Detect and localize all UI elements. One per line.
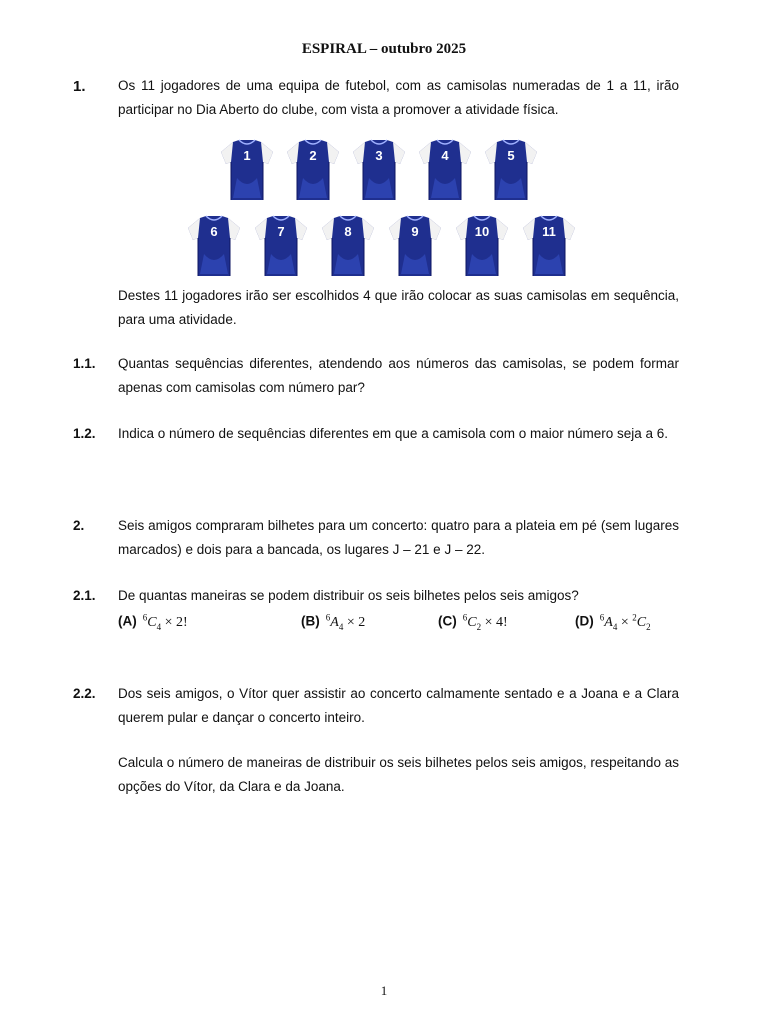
jersey-number: 6	[210, 224, 218, 239]
jersey-10	[452, 214, 512, 278]
jersey-number: 4	[441, 148, 449, 163]
question-2-1-number: 2.1.	[73, 588, 96, 603]
option-a-expression: $^6C_4 \times 2$!	[142, 612, 188, 632]
option-c-label: (C)	[438, 613, 457, 629]
jersey-1	[217, 138, 277, 202]
option-a-label: (A)	[118, 613, 137, 629]
jersey-number: 2	[309, 148, 317, 163]
question-1-1-text: Quantas sequências diferentes, atendendo aos números das camisolas, se podem formar apenas com camisolas com número par?	[118, 356, 679, 395]
jersey-number: 5	[507, 148, 515, 163]
option-c-expression: $^6C_2 \times 4$!	[462, 612, 508, 632]
question-2-text: Seis amigos compraram bilhetes para um concerto: quatro para a plateia em pé (sem lugares marcados) e dois para a bancada, os lugares J – 21 e J – 22.	[118, 518, 679, 557]
shirts-row-1	[0, 138, 768, 208]
option-c[interactable]	[438, 612, 508, 631]
question-2-number: 2.	[73, 518, 85, 533]
jersey-11	[519, 214, 579, 278]
jersey-3	[349, 138, 409, 202]
jersey-2	[283, 138, 343, 202]
page-number: 1	[380, 983, 388, 998]
jersey-4	[415, 138, 475, 202]
question-1-2-text: Indica o número de sequências diferentes em que a camisola com o maior número seja a 6.	[118, 426, 669, 441]
option-b-expression: $^6A_4 \times 2$	[325, 612, 366, 632]
page-title: ESPIRAL – outubro 2025	[301, 41, 467, 57]
option-b[interactable]	[301, 612, 365, 631]
jersey-number: 10	[474, 224, 490, 239]
jersey-number: 8	[344, 224, 352, 239]
jersey-5	[481, 138, 541, 202]
question-2-1-text: De quantas maneiras se podem distribuir os seis bilhetes pelos seis amigos?	[118, 588, 579, 603]
question-1-1-number: 1.1.	[73, 356, 96, 371]
jersey-8	[318, 214, 378, 278]
jersey-number: 3	[375, 148, 383, 163]
jersey-number: 1	[243, 148, 251, 163]
answer-options	[118, 612, 679, 634]
shirts-row-2	[0, 214, 768, 284]
jersey-9	[385, 214, 445, 278]
question-1-statement: Destes 11 jogadores irão ser escolhidos 4 que irão colocar as suas camisolas em sequência, para uma atividade.	[118, 288, 679, 327]
question-1-intro: Os 11 jogadores de uma equipa de futebol, com as camisolas numeradas de 1 a 11, irão participar no Dia Aberto do clube, com vista a promover a atividade física.	[118, 78, 679, 117]
question-1-2-number: 1.2.	[73, 426, 96, 441]
jersey-number: 7	[277, 224, 285, 239]
question-2-2-task: Calcula o número de maneiras de distribuir os seis bilhetes pelos seis amigos, respeitando as opções do Vítor, da Clara e da Joana.	[118, 755, 679, 794]
question-2-2-text: Dos seis amigos, o Vítor quer assistir ao concerto calmamente sentado e a Joana e a Clara querem pular e dançar o concerto inteiro.	[118, 686, 679, 725]
option-a[interactable]	[118, 612, 188, 631]
option-b-label: (B)	[301, 613, 320, 629]
question-1-number: 1.	[73, 78, 86, 95]
jersey-6	[184, 214, 244, 278]
jersey-number: 9	[411, 224, 419, 239]
jersey-number: 11	[542, 224, 556, 239]
jersey-7	[251, 214, 311, 278]
option-d-label: (D)	[575, 613, 594, 629]
option-d-expression: $^6A_4 \times ^2C_2$	[599, 612, 651, 632]
option-d[interactable]	[575, 612, 651, 631]
question-2-2-number: 2.2.	[73, 686, 96, 701]
